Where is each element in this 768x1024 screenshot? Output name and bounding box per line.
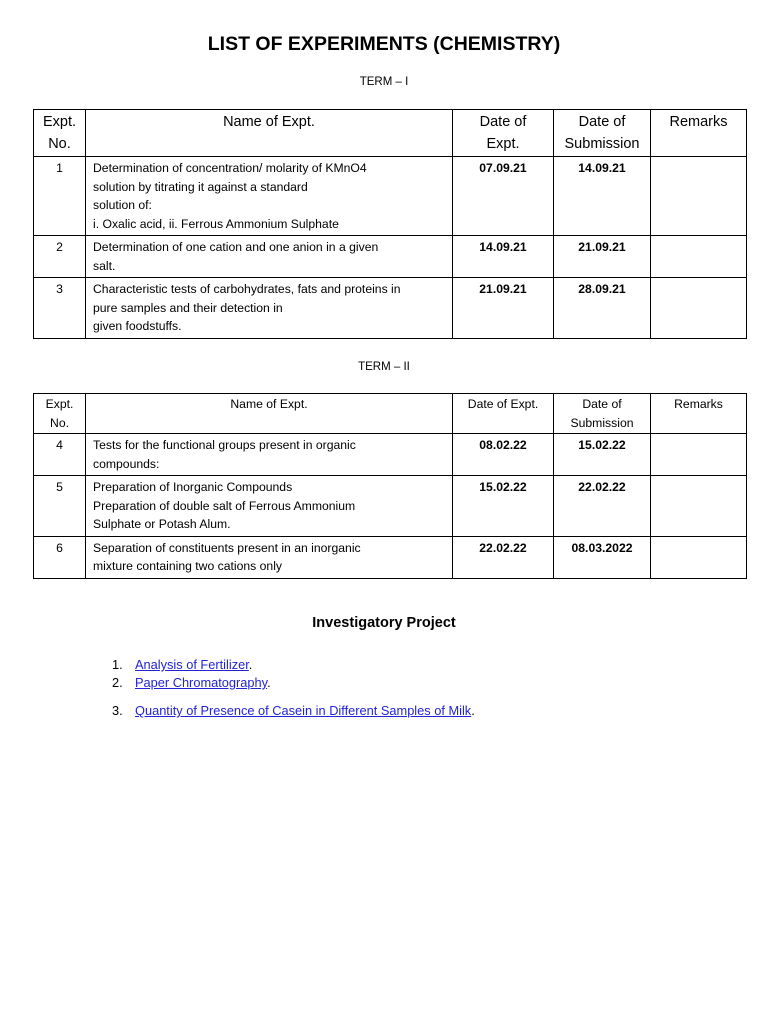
header-date (453, 110, 554, 157)
cell-remarks (651, 236, 747, 278)
cell-name (86, 536, 453, 578)
name-line: solution by titrating it against a standard (93, 179, 308, 194)
header-remarks: Remarks (651, 110, 747, 157)
header-text: Expt. (486, 136, 520, 152)
header-text: Expt. (42, 114, 77, 130)
term-1-heading: TERM – I (359, 76, 409, 88)
table-header-row (34, 394, 747, 434)
project-link-chromatography[interactable]: Paper Chromatography (135, 675, 268, 690)
list-item (112, 657, 475, 672)
header-expt-no (34, 110, 86, 157)
header-text: Date of (582, 397, 622, 411)
table-row (34, 157, 747, 236)
name-line: i. Oxalic acid, ii. Ferrous Ammonium Sulphate (93, 216, 339, 231)
header-text: Date of (578, 114, 626, 130)
cell-name (86, 476, 453, 537)
list-suffix: . (248, 657, 253, 672)
header-text: No. (48, 136, 71, 152)
project-list (112, 657, 475, 718)
table-row (34, 536, 747, 578)
list-number: 3. (112, 703, 123, 718)
list-suffix: . (471, 703, 475, 718)
cell-date: 08.02.22 (453, 434, 554, 476)
cell-name (86, 236, 453, 278)
name-line: Separation of constituents present in an inorganic (93, 540, 361, 555)
cell-no: 2 (34, 236, 86, 278)
cell-remarks (651, 536, 747, 578)
header-text: Submission (564, 136, 640, 152)
cell-submission: 14.09.21 (554, 157, 651, 236)
header-date (453, 394, 554, 434)
table-header-row (34, 110, 747, 157)
table-row (34, 236, 747, 278)
cell-submission: 22.02.22 (554, 476, 651, 537)
name-line: pure samples and their detection in (93, 300, 283, 315)
cell-no: 6 (34, 536, 86, 578)
cell-no: 1 (34, 157, 86, 236)
list-item (112, 675, 475, 690)
name-line: Determination of one cation and one anion in a given (93, 240, 379, 254)
header-text: Submission (570, 415, 634, 430)
cell-remarks (651, 157, 747, 236)
cell-submission: 08.03.2022 (554, 536, 651, 578)
project-link-fertilizer[interactable]: Analysis of Fertilizer (135, 657, 249, 672)
cell-date: 15.02.22 (453, 476, 554, 537)
header-text: Expt. (45, 397, 74, 411)
header-submission (554, 394, 651, 434)
cell-date: 07.09.21 (453, 157, 554, 236)
header-remarks: Remarks (651, 394, 747, 434)
cell-submission: 15.02.22 (554, 434, 651, 476)
cell-no: 3 (34, 278, 86, 339)
term-2-table (33, 393, 747, 579)
name-line: solution of: (93, 198, 152, 212)
name-line: mixture containing two cations only (93, 559, 283, 573)
cell-submission: 28.09.21 (554, 278, 651, 339)
list-suffix: . (267, 675, 271, 690)
list-number: 1. (112, 657, 123, 672)
cell-name (86, 278, 453, 339)
table-row (34, 434, 747, 476)
page-title: LIST OF EXPERIMENTS (CHEMISTRY) (207, 33, 561, 55)
cell-remarks (651, 476, 747, 537)
term-1-table (33, 109, 747, 339)
name-line: Sulphate or Potash Alum. (93, 517, 231, 531)
cell-no: 4 (34, 434, 86, 476)
cell-submission: 21.09.21 (554, 236, 651, 278)
list-number: 2. (112, 675, 123, 690)
cell-no: 5 (34, 476, 86, 537)
name-line: compounds: (93, 456, 160, 471)
header-submission (554, 110, 651, 157)
cell-remarks (651, 278, 747, 339)
name-line: Tests for the functional groups present in organic (93, 438, 356, 452)
table-row (34, 278, 747, 339)
header-name: Name of Expt. (86, 110, 453, 157)
name-line: Characteristic tests of carbohydrates, fats and proteins in (93, 282, 401, 296)
name-line: Determination of concentration/ molarity of KMnO4 (93, 161, 367, 175)
cell-date: 21.09.21 (453, 278, 554, 339)
header-text: No. (50, 415, 69, 430)
cell-date: 14.09.21 (453, 236, 554, 278)
term-2-heading: TERM – II (358, 361, 410, 373)
project-link-casein[interactable]: Quantity of Presence of Casein in Different Samples of Milk (135, 703, 472, 718)
name-line: Preparation of double salt of Ferrous Ammonium (93, 498, 356, 513)
header-text: Date of (479, 114, 527, 130)
header-expt-no (34, 394, 86, 434)
header-text: Date of Expt. (467, 397, 539, 411)
header-name: Name of Expt. (86, 394, 453, 434)
list-item (112, 703, 475, 718)
name-line: salt. (93, 258, 116, 273)
project-heading: Investigatory Project (312, 615, 456, 631)
cell-name (86, 157, 453, 236)
table-row (34, 476, 747, 537)
name-line: given foodstuffs. (93, 319, 182, 333)
cell-remarks (651, 434, 747, 476)
cell-date: 22.02.22 (453, 536, 554, 578)
name-line: Preparation of Inorganic Compounds (93, 480, 293, 494)
cell-name (86, 434, 453, 476)
